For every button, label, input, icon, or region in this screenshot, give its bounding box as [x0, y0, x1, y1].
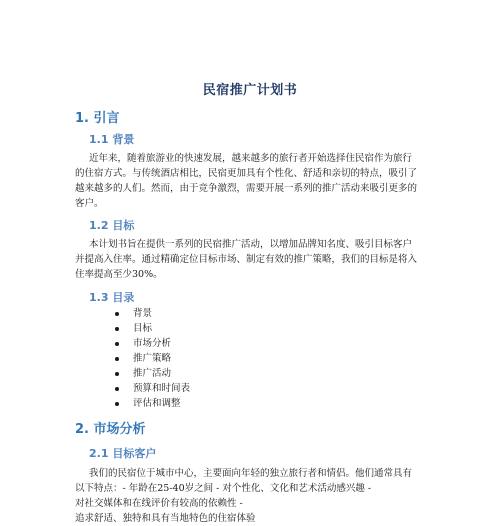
section-heading-market-analysis: 2. 市场分析 [75, 422, 146, 437]
toc-list [115, 306, 190, 411]
bullet-icon [115, 402, 119, 406]
bullet-icon [115, 342, 119, 346]
paragraph-line: 越来越多的人们。然而，由于竞争激烈，需要开展一系列的推广活动来吸引更多的 [75, 183, 418, 194]
bullet-icon [115, 372, 119, 376]
subsection-heading-background: 1.1 背景 [89, 133, 135, 146]
toc-item: 评估和调整 [115, 396, 190, 411]
paragraph-line: 对社交媒体和在线评价有较高的依赖性 - [75, 498, 243, 509]
paragraph-line: 的住宿方式。与传统酒店相比，民宿更加具有个性化、舒适和亲切的特点，吸引了 [75, 168, 418, 179]
toc-item: 推广活动 [115, 366, 190, 381]
goal-paragraph [75, 237, 433, 282]
paragraph-line: 本计划书旨在提供一系列的民宿推广活动，以增加品牌知名度、吸引目标客户 [89, 239, 413, 250]
paragraph-line: 近年来，随着旅游业的快速发展，越来越多的旅行者开始选择住民宿作为旅行 [89, 153, 413, 164]
paragraph-line: 我们的民宿位于城市中心，主要面向年轻的独立旅行者和情侣。他们通常具有 [89, 468, 413, 479]
paragraph-line: 客户。 [75, 198, 104, 209]
paragraph-line: 住率提高至少30%。 [75, 269, 163, 280]
toc-item: 背景 [115, 306, 190, 321]
toc-item: 市场分析 [115, 336, 190, 351]
background-paragraph [75, 151, 433, 211]
bullet-icon [115, 312, 119, 316]
subsection-heading-target-customers: 2.1 目标客户 [89, 447, 157, 460]
bullet-icon [115, 357, 119, 361]
paragraph-line: 以下特点：- 年龄在25-40岁之间 - 对个性化、文化和艺术活动感兴趣 - [75, 483, 372, 494]
document-title: 民宿推广计划书 [202, 83, 298, 98]
paragraph-line: 追求舒适、独特和具有当地特色的住宿体验 [75, 513, 256, 524]
toc-item: 预算和时间表 [115, 381, 190, 396]
toc-item: 推广策略 [115, 351, 190, 366]
toc-item: 目标 [115, 321, 190, 336]
section-heading-introduction: 1. 引言 [75, 111, 120, 126]
bullet-icon [115, 327, 119, 331]
subsection-heading-toc: 1.3 目录 [89, 291, 135, 304]
bullet-icon [115, 387, 119, 391]
paragraph-line: 并提高入住率。通过精确定位目标市场、制定有效的推广策略，我们的目标是将入 [75, 254, 418, 265]
target-customers-paragraph [75, 466, 433, 526]
subsection-heading-goal: 1.2 目标 [89, 219, 135, 232]
